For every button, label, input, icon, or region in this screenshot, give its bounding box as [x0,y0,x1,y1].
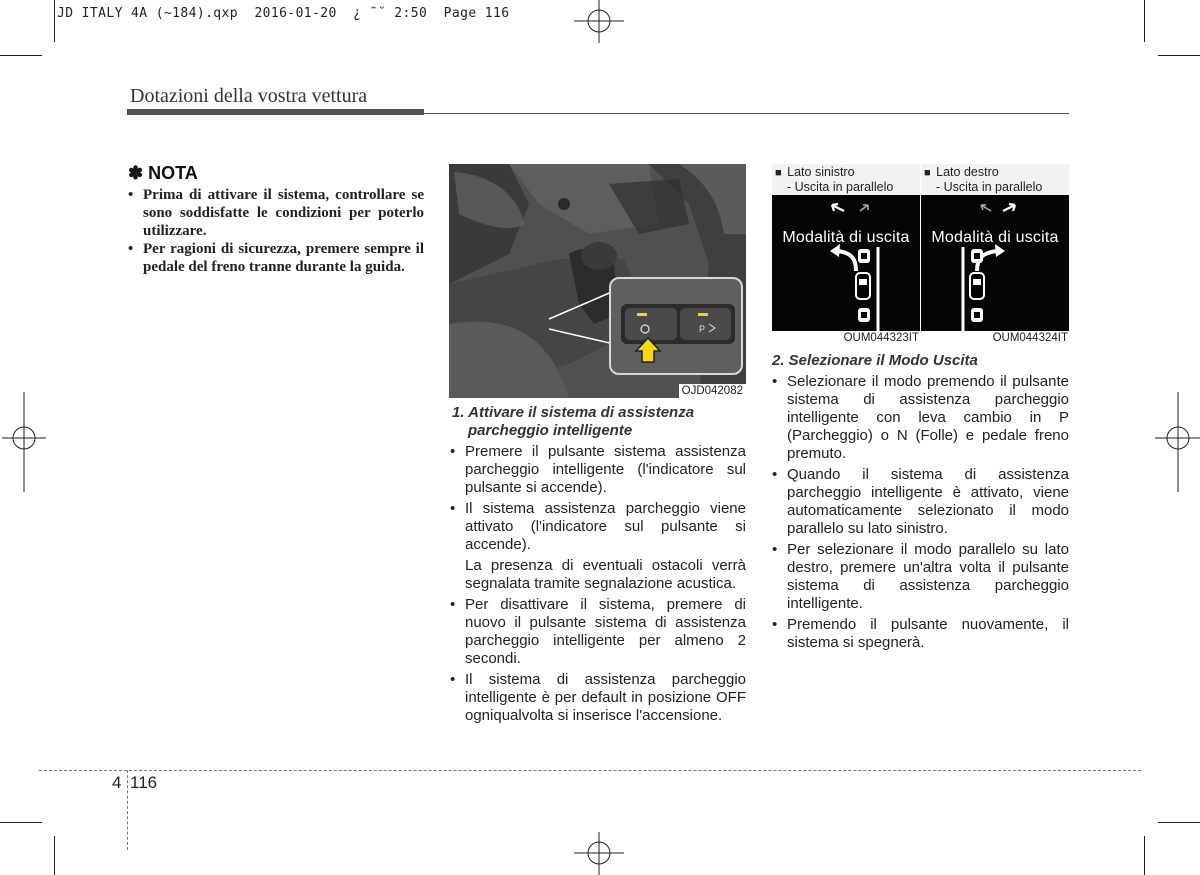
figure-code: OJD042082 [679,384,746,398]
list-item-text: • Per disattivare il sistema, premere di nuovo il pulsante sistema di assistenza parcheggio intelligente per almeno 2 secondi. [465,596,746,667]
note-list [128,186,424,276]
crop-mark [1158,55,1200,56]
list-item [771,541,1069,613]
dashboard-figure [449,164,746,398]
list-item [449,596,746,668]
crop-mark [1158,822,1200,823]
parking-assist-button-illustration-icon [449,164,746,398]
list-item-text: • Il sistema assistenza parcheggio viene attivato (l'indicatore sul pulsante si accende). [465,500,746,553]
footer-divider [127,770,128,850]
caption-title: Lato destro [936,165,999,179]
list-item-text: La presenza di eventuali ostacoli verrà segnalata tramite segnalazione acustica. [465,557,746,592]
list-item-text: • Per selezionare il modo parallelo su lato destro, premere un'altra volta il pulsante sistema di assistenza parcheggio intelligente. [787,541,1069,612]
figure-caption [921,164,1069,195]
list-item-text: • Il sistema di assistenza parcheggio intelligente è per default in posizione OFF ogniqualvolta si inserisce l'accensione. [465,671,746,724]
list-item-text: • Premendo il pulsante nuovamente, il sistema si spegnerà. [787,616,1069,651]
step-title: parcheggio intelligente [468,422,633,439]
list-item [771,466,1069,538]
list-item-text: • Premere il pulsante sistema assistenza parcheggio intelligente (l'indicatore sul pulsante si accende). [465,443,746,496]
print-slug: JD ITALY 4A (~184).qxp 2016-01-20 ¿ ˜˘ 2:50 Page 116 [57,6,510,21]
registration-mark-icon [574,0,624,43]
list-item [771,616,1069,652]
step-title: 2. Selezionare il Modo Uscita [772,352,978,369]
registration-mark-icon [574,832,624,875]
page-title: Dotazioni della vostra vettura [130,85,368,107]
list-item [449,500,746,593]
crop-mark [0,55,42,56]
svg-text:P: P [699,324,706,334]
exit-arrows-left-icon [772,195,920,331]
figure-caption [772,164,920,195]
crop-mark [54,0,55,42]
title-rule [424,113,1069,114]
caption-subtitle: - Uscita in parallelo [936,180,1043,194]
mode-label: Modalità di uscita [782,229,910,246]
registration-mark-icon [1155,392,1200,492]
crop-mark [1144,836,1145,875]
list-item-text: • Quando il sistema di assistenza parcheggio intelligente è attivato, viene automaticamente selezionato il modo parallelo su lato sinistro. [787,466,1069,537]
title-rule [127,109,424,115]
list-item [771,373,1069,463]
exit-mode-figure-left [772,164,920,345]
exit-arrows-right-icon [921,195,1069,331]
figure-code: OUM044324IT [992,332,1068,344]
caption-subtitle: - Uscita in parallelo [787,180,894,194]
display-screen [921,195,1069,331]
list-item [449,443,746,497]
note-item: • Prima di attivare il sistema, controllare se sono soddisfatte le condizioni per poterlo utilizzare. [128,186,424,240]
figure-code: OUM044323IT [843,332,919,344]
step1-list [449,443,746,728]
registration-mark-icon [2,392,46,492]
note-heading: ✽ NOTA [128,163,198,183]
chapter-number: 4 [112,773,122,792]
footer-rule [39,770,1141,771]
crop-mark [54,836,55,875]
caption-title: Lato sinistro [787,165,855,179]
page-number: 116 [130,773,158,792]
display-screen [772,195,920,331]
list-item-text: • Selezionare il modo premendo il pulsante sistema di assistenza parcheggio intelligente con leva cambio in P (Parcheggio) o N (Folle) e pedale freno premuto. [787,373,1069,462]
step-title: 1. Attivare il sistema di assistenza [452,404,695,421]
list-item [449,671,746,725]
crop-mark [0,822,42,823]
crop-mark [1144,0,1145,42]
square-bullet-icon: ■ [924,167,931,179]
step2-list [771,373,1069,655]
exit-mode-figure-right [921,164,1069,345]
note-item: • Per ragioni di sicurezza, premere sempre il pedale del freno tranne durante la guida. [128,240,424,276]
square-bullet-icon: ■ [775,167,782,179]
mode-label: Modalità di uscita [931,229,1059,246]
